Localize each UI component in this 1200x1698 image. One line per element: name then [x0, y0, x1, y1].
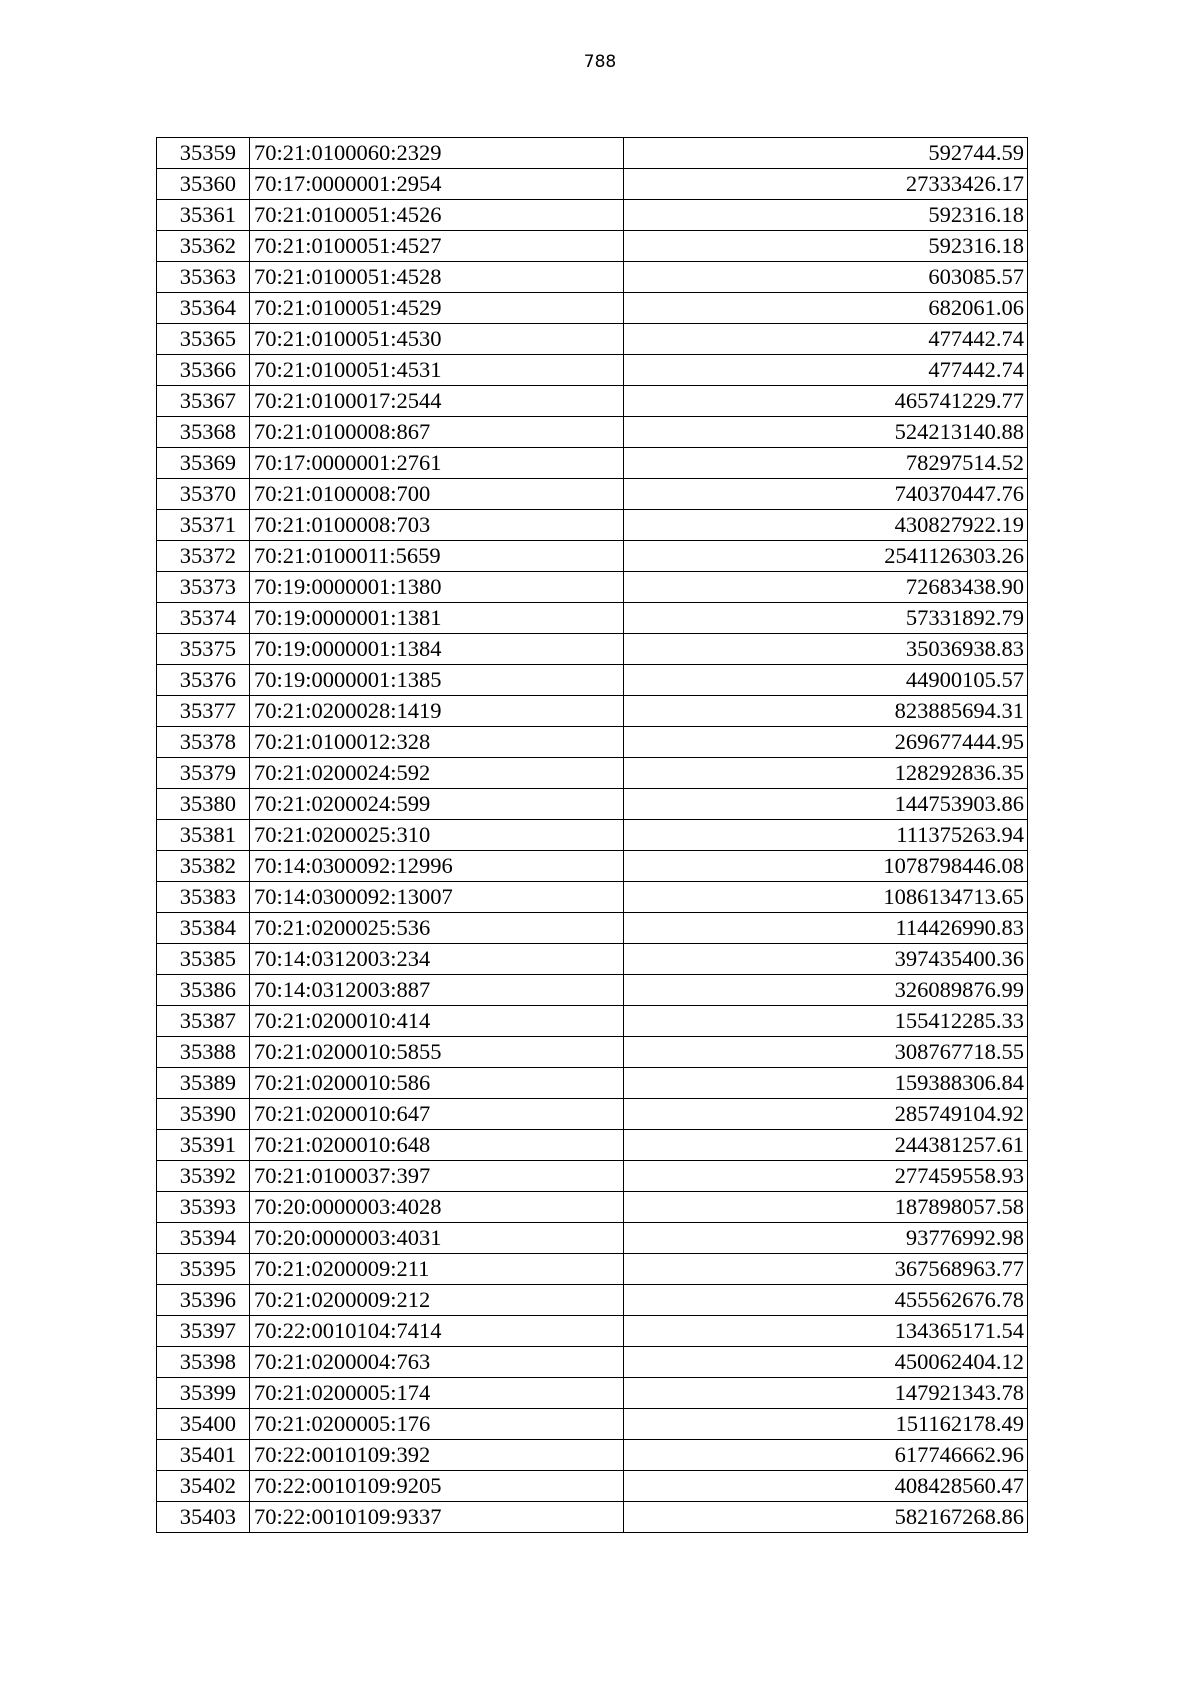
- table-row: [157, 851, 1028, 882]
- cadastral-number-cell: 70:22:0010109:9205: [250, 1471, 624, 1502]
- table-row: [157, 696, 1028, 727]
- cadastral-number-cell: 70:21:0100037:397: [250, 1161, 624, 1192]
- cadastral-value-cell: 155412285.33: [624, 1006, 1028, 1037]
- cadastral-number-cell: 70:21:0100051:4528: [250, 262, 624, 293]
- cadastral-number-cell: 70:22:0010104:7414: [250, 1316, 624, 1347]
- table-row: [157, 386, 1028, 417]
- cadastral-number-cell: 70:21:0100008:703: [250, 510, 624, 541]
- cadastral-value-cell: 477442.74: [624, 324, 1028, 355]
- row-number-cell: 35396: [157, 1285, 250, 1316]
- row-number-cell: 35360: [157, 169, 250, 200]
- cadastral-value-cell: 326089876.99: [624, 975, 1028, 1006]
- table-row: [157, 913, 1028, 944]
- cadastral-number-cell: 70:21:0100051:4530: [250, 324, 624, 355]
- row-number-cell: 35380: [157, 789, 250, 820]
- row-number-cell: 35399: [157, 1378, 250, 1409]
- row-number-cell: 35394: [157, 1223, 250, 1254]
- table-body: [157, 138, 1028, 1533]
- row-number-cell: 35403: [157, 1502, 250, 1533]
- cadastral-value-cell: 285749104.92: [624, 1099, 1028, 1130]
- row-number-cell: 35383: [157, 882, 250, 913]
- row-number-cell: 35371: [157, 510, 250, 541]
- row-number-cell: 35392: [157, 1161, 250, 1192]
- cadastral-value-cell: 269677444.95: [624, 727, 1028, 758]
- cadastral-value-cell: 617746662.96: [624, 1440, 1028, 1471]
- cadastral-value-cell: 408428560.47: [624, 1471, 1028, 1502]
- row-number-cell: 35376: [157, 665, 250, 696]
- cadastral-value-cell: 128292836.35: [624, 758, 1028, 789]
- cadastral-value-cell: 430827922.19: [624, 510, 1028, 541]
- table-row: [157, 1130, 1028, 1161]
- table-row: [157, 1409, 1028, 1440]
- cadastral-value-cell: 524213140.88: [624, 417, 1028, 448]
- table-row: [157, 169, 1028, 200]
- table-row: [157, 1378, 1028, 1409]
- cadastral-number-cell: 70:19:0000001:1381: [250, 603, 624, 634]
- row-number-cell: 35398: [157, 1347, 250, 1378]
- row-number-cell: 35393: [157, 1192, 250, 1223]
- cadastral-number-cell: 70:20:0000003:4031: [250, 1223, 624, 1254]
- row-number-cell: 35365: [157, 324, 250, 355]
- row-number-cell: 35359: [157, 138, 250, 169]
- table-row: [157, 882, 1028, 913]
- cadastral-number-cell: 70:19:0000001:1380: [250, 572, 624, 603]
- cadastral-number-cell: 70:14:0300092:13007: [250, 882, 624, 913]
- row-number-cell: 35373: [157, 572, 250, 603]
- table-row: [157, 758, 1028, 789]
- table-row: [157, 634, 1028, 665]
- row-number-cell: 35384: [157, 913, 250, 944]
- row-number-cell: 35388: [157, 1037, 250, 1068]
- table-row: [157, 448, 1028, 479]
- row-number-cell: 35401: [157, 1440, 250, 1471]
- row-number-cell: 35381: [157, 820, 250, 851]
- table-row: [157, 1223, 1028, 1254]
- table-row: [157, 1285, 1028, 1316]
- row-number-cell: 35379: [157, 758, 250, 789]
- cadastral-number-cell: 70:21:0100012:328: [250, 727, 624, 758]
- cadastral-number-cell: 70:21:0200025:310: [250, 820, 624, 851]
- row-number-cell: 35378: [157, 727, 250, 758]
- row-number-cell: 35389: [157, 1068, 250, 1099]
- row-number-cell: 35386: [157, 975, 250, 1006]
- cadastral-number-cell: 70:21:0200024:592: [250, 758, 624, 789]
- cadastral-value-cell: 78297514.52: [624, 448, 1028, 479]
- cadastral-number-cell: 70:21:0200010:586: [250, 1068, 624, 1099]
- table-row: [157, 1006, 1028, 1037]
- cadastral-number-cell: 70:21:0200004:763: [250, 1347, 624, 1378]
- cadastral-value-cell: 57331892.79: [624, 603, 1028, 634]
- row-number-cell: 35369: [157, 448, 250, 479]
- row-number-cell: 35361: [157, 200, 250, 231]
- cadastral-value-cell: 308767718.55: [624, 1037, 1028, 1068]
- cadastral-number-cell: 70:21:0200009:211: [250, 1254, 624, 1285]
- cadastral-value-cell: 144753903.86: [624, 789, 1028, 820]
- cadastral-value-cell: 277459558.93: [624, 1161, 1028, 1192]
- cadastral-value-cell: 111375263.94: [624, 820, 1028, 851]
- table-row: [157, 1068, 1028, 1099]
- cadastral-value-cell: 592316.18: [624, 200, 1028, 231]
- cadastral-value-cell: 244381257.61: [624, 1130, 1028, 1161]
- table-row: [157, 1471, 1028, 1502]
- cadastral-number-cell: 70:19:0000001:1385: [250, 665, 624, 696]
- cadastral-number-cell: 70:21:0100017:2544: [250, 386, 624, 417]
- cadastral-number-cell: 70:21:0200005:176: [250, 1409, 624, 1440]
- table-row: [157, 820, 1028, 851]
- table-row: [157, 324, 1028, 355]
- cadastral-value-cell: 2541126303.26: [624, 541, 1028, 572]
- table-row: [157, 1347, 1028, 1378]
- cadastral-number-cell: 70:21:0200010:647: [250, 1099, 624, 1130]
- table-row: [157, 1316, 1028, 1347]
- table-row: [157, 417, 1028, 448]
- table-row: [157, 1161, 1028, 1192]
- cadastral-value-cell: 455562676.78: [624, 1285, 1028, 1316]
- cadastral-value-cell: 582167268.86: [624, 1502, 1028, 1533]
- table-row: [157, 727, 1028, 758]
- row-number-cell: 35362: [157, 231, 250, 262]
- cadastral-value-cell: 367568963.77: [624, 1254, 1028, 1285]
- table-row: [157, 572, 1028, 603]
- table-row: [157, 293, 1028, 324]
- cadastral-number-cell: 70:21:0100051:4526: [250, 200, 624, 231]
- cadastral-value-cell: 682061.06: [624, 293, 1028, 324]
- cadastral-value-cell: 397435400.36: [624, 944, 1028, 975]
- row-number-cell: 35372: [157, 541, 250, 572]
- table-row: [157, 200, 1028, 231]
- table-row: [157, 138, 1028, 169]
- table-row: [157, 1502, 1028, 1533]
- row-number-cell: 35400: [157, 1409, 250, 1440]
- cadastral-value-cell: 823885694.31: [624, 696, 1028, 727]
- cadastral-value-cell: 1078798446.08: [624, 851, 1028, 882]
- row-number-cell: 35374: [157, 603, 250, 634]
- row-number-cell: 35364: [157, 293, 250, 324]
- table-row: [157, 975, 1028, 1006]
- table-row: [157, 1192, 1028, 1223]
- cadastral-number-cell: 70:21:0200028:1419: [250, 696, 624, 727]
- table-row: [157, 1254, 1028, 1285]
- table-row: [157, 479, 1028, 510]
- table-row: [157, 1440, 1028, 1471]
- row-number-cell: 35390: [157, 1099, 250, 1130]
- cadastral-number-cell: 70:20:0000003:4028: [250, 1192, 624, 1223]
- row-number-cell: 35402: [157, 1471, 250, 1502]
- table-row: [157, 789, 1028, 820]
- cadastral-value-cell: 134365171.54: [624, 1316, 1028, 1347]
- cadastral-value-cell: 35036938.83: [624, 634, 1028, 665]
- cadastral-number-cell: 70:21:0200010:414: [250, 1006, 624, 1037]
- cadastral-number-cell: 70:21:0200009:212: [250, 1285, 624, 1316]
- cadastral-value-cell: 93776992.98: [624, 1223, 1028, 1254]
- row-number-cell: 35387: [157, 1006, 250, 1037]
- cadastral-value-cell: 44900105.57: [624, 665, 1028, 696]
- row-number-cell: 35395: [157, 1254, 250, 1285]
- row-number-cell: 35375: [157, 634, 250, 665]
- cadastral-value-cell: 147921343.78: [624, 1378, 1028, 1409]
- cadastral-number-cell: 70:21:0200010:648: [250, 1130, 624, 1161]
- cadastral-number-cell: 70:21:0100051:4529: [250, 293, 624, 324]
- row-number-cell: 35385: [157, 944, 250, 975]
- row-number-cell: 35368: [157, 417, 250, 448]
- cadastral-value-cell: 187898057.58: [624, 1192, 1028, 1223]
- row-number-cell: 35397: [157, 1316, 250, 1347]
- row-number-cell: 35391: [157, 1130, 250, 1161]
- cadastral-number-cell: 70:14:0300092:12996: [250, 851, 624, 882]
- row-number-cell: 35363: [157, 262, 250, 293]
- cadastral-number-cell: 70:21:0200005:174: [250, 1378, 624, 1409]
- cadastral-number-cell: 70:21:0100011:5659: [250, 541, 624, 572]
- cadastral-number-cell: 70:21:0100051:4527: [250, 231, 624, 262]
- cadastral-number-cell: 70:19:0000001:1384: [250, 634, 624, 665]
- page-number: 788: [583, 52, 617, 72]
- cadastral-number-cell: 70:14:0312003:234: [250, 944, 624, 975]
- row-number-cell: 35366: [157, 355, 250, 386]
- cadastral-value-cell: 159388306.84: [624, 1068, 1028, 1099]
- table-row: [157, 665, 1028, 696]
- table-row: [157, 944, 1028, 975]
- row-number-cell: 35367: [157, 386, 250, 417]
- cadastral-value-cell: 114426990.83: [624, 913, 1028, 944]
- cadastral-number-cell: 70:21:0100051:4531: [250, 355, 624, 386]
- table-row: [157, 1037, 1028, 1068]
- cadastral-number-cell: 70:17:0000001:2761: [250, 448, 624, 479]
- cadastral-value-cell: 72683438.90: [624, 572, 1028, 603]
- table-row: [157, 262, 1028, 293]
- cadastral-value-cell: 477442.74: [624, 355, 1028, 386]
- row-number-cell: 35377: [157, 696, 250, 727]
- cadastral-number-cell: 70:17:0000001:2954: [250, 169, 624, 200]
- table-row: [157, 603, 1028, 634]
- cadastral-value-cell: 151162178.49: [624, 1409, 1028, 1440]
- cadastral-value-cell: 1086134713.65: [624, 882, 1028, 913]
- table-row: [157, 1099, 1028, 1130]
- registry-table: [156, 137, 1028, 1533]
- cadastral-number-cell: 70:21:0100008:867: [250, 417, 624, 448]
- cadastral-number-cell: 70:21:0200025:536: [250, 913, 624, 944]
- cadastral-value-cell: 592744.59: [624, 138, 1028, 169]
- table-row: [157, 231, 1028, 262]
- table-row: [157, 541, 1028, 572]
- cadastral-value-cell: 603085.57: [624, 262, 1028, 293]
- cadastral-number-cell: 70:14:0312003:887: [250, 975, 624, 1006]
- cadastral-value-cell: 740370447.76: [624, 479, 1028, 510]
- cadastral-number-cell: 70:21:0200010:5855: [250, 1037, 624, 1068]
- row-number-cell: 35382: [157, 851, 250, 882]
- table-row: [157, 510, 1028, 541]
- cadastral-number-cell: 70:22:0010109:392: [250, 1440, 624, 1471]
- cadastral-value-cell: 450062404.12: [624, 1347, 1028, 1378]
- row-number-cell: 35370: [157, 479, 250, 510]
- cadastral-number-cell: 70:22:0010109:9337: [250, 1502, 624, 1533]
- cadastral-value-cell: 465741229.77: [624, 386, 1028, 417]
- cadastral-number-cell: 70:21:0200024:599: [250, 789, 624, 820]
- cadastral-value-cell: 592316.18: [624, 231, 1028, 262]
- cadastral-number-cell: 70:21:0100060:2329: [250, 138, 624, 169]
- table-row: [157, 355, 1028, 386]
- cadastral-value-cell: 27333426.17: [624, 169, 1028, 200]
- cadastral-number-cell: 70:21:0100008:700: [250, 479, 624, 510]
